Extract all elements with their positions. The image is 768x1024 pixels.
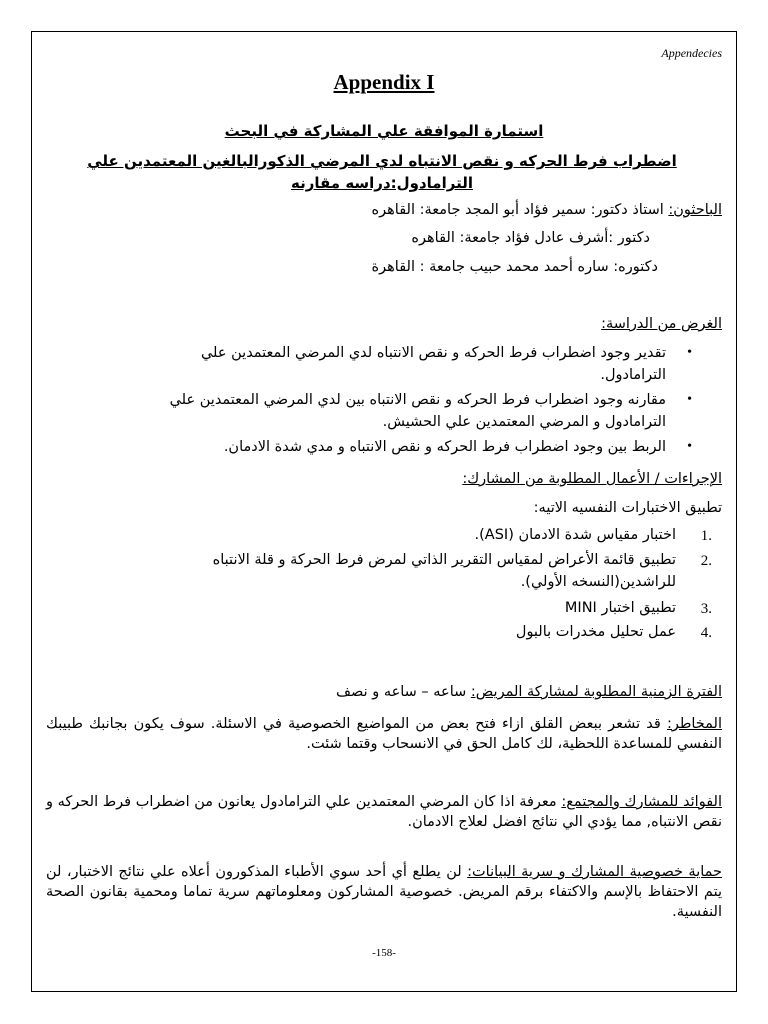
purpose-list: [46, 345, 722, 465]
list-item: 4. عمل تحليل مخدرات بالبول: [515, 624, 712, 641]
bullet-icon: •: [687, 439, 692, 454]
list-item: • مقارنه وجود اضطراب فرط الحركه و نقص الانتباه بين لدي المرضي المعتمدين علي الترامادول و المرضي المعتمدين علي الحشيش.: [169, 392, 692, 430]
risks-label: المخاطر:: [666, 716, 722, 732]
list-item: 3. تطبيق اختبار MINI: [564, 600, 712, 617]
running-header: Appendecies: [661, 46, 722, 60]
bullet-icon: •: [687, 345, 692, 360]
bullet-icon: •: [687, 392, 692, 407]
researcher-2: دكتور :أشرف عادل فؤاد جامعة: القاهره: [411, 230, 650, 246]
appendix-title: Appendix I: [333, 70, 435, 94]
procedures-heading: الإجراءات / الأعمال المطلوبة من المشارك:: [462, 471, 722, 487]
benefits-label: الفوائد للمشارك والمجتمع:: [561, 794, 722, 810]
privacy-paragraph: [46, 862, 722, 922]
duration-label: الفترة الزمنية المطلوبة لمشاركة المريض:: [470, 684, 722, 700]
researcher-1-text: استاذ دكتور: سمير فؤاد أبو المجد جامعة: القاهره: [371, 202, 664, 218]
researcher-3: دكتوره: ساره أحمد محمد حبيب جامعة : القاهرة: [371, 259, 658, 275]
procedures-intro: تطبيق الاختبارات النفسيه الاتيه:: [533, 500, 722, 516]
privacy-label: حماية خصوصية المشارك و سرية البيانات:: [467, 864, 722, 880]
list-item: 1. اختبار مقياس شدة الادمان (ASI).: [474, 527, 712, 544]
duration-value: ساعه – ساعه و نصف: [335, 684, 471, 700]
risks-text: قد تشعر ببعض القلق ازاء فتح بعض من المواضيع الخصوصية في الاسئلة. سوف يكون بجانبك طبيبك النفسي للمساعدة اللحظية، لك كامل الحق في الانسحاب وقتما شئت.: [46, 716, 722, 752]
benefits-paragraph: [46, 792, 722, 832]
risks-paragraph: [46, 714, 722, 754]
page-number: -158-: [372, 947, 396, 959]
privacy-text: لن يطلع أي أحد سوي الأطباء المذكورون أعلاه علي نتائج الاختبار، لن يتم الاحتفاظ بالإسم والاكتفاء برقم المريض. خصوصية المشاركون ومعلوماتهم سرية تماما ومحمية بقانون الصحة النفسية.: [46, 864, 722, 920]
study-title: اضطراب فرط الحركه و نقص الانتباه لدي المرضي الذكورالبالغين المعتمدين علي الترامادول:دراسه مقارنه: [87, 152, 677, 192]
list-item: 2. تطبيق قائمة الأعراض لمقياس التقرير الذاتي لمرض فرط الحركة و قلة الانتباه للراشدين(النسخه الأولي).: [212, 552, 712, 590]
purpose-heading: الغرض من الدراسة:: [601, 316, 722, 332]
benefits-text: معرفة اذا كان المرضي المعتمدين علي الترامادول يعانون من اضطراب فرط الحركه و نقص الانتباه, مما يؤدي الي نتائج افضل لعلاج الادمان.: [46, 794, 722, 830]
researchers-label: الباحثون:: [668, 202, 722, 218]
procedures-list: [46, 527, 722, 647]
duration-line: [336, 684, 722, 700]
list-item: • تقدير وجود اضطراب فرط الحركه و نقص الانتباه لدي المرضي المعتمدين علي الترامادول.: [200, 345, 692, 383]
list-item: • الربط بين وجود اضطراب فرط الحركه و نقص الانتباه و مدي شدة الادمان.: [223, 439, 692, 455]
researcher-1: [372, 202, 722, 218]
form-title: استمارة الموافقة علي المشاركة في البحث: [224, 122, 544, 140]
